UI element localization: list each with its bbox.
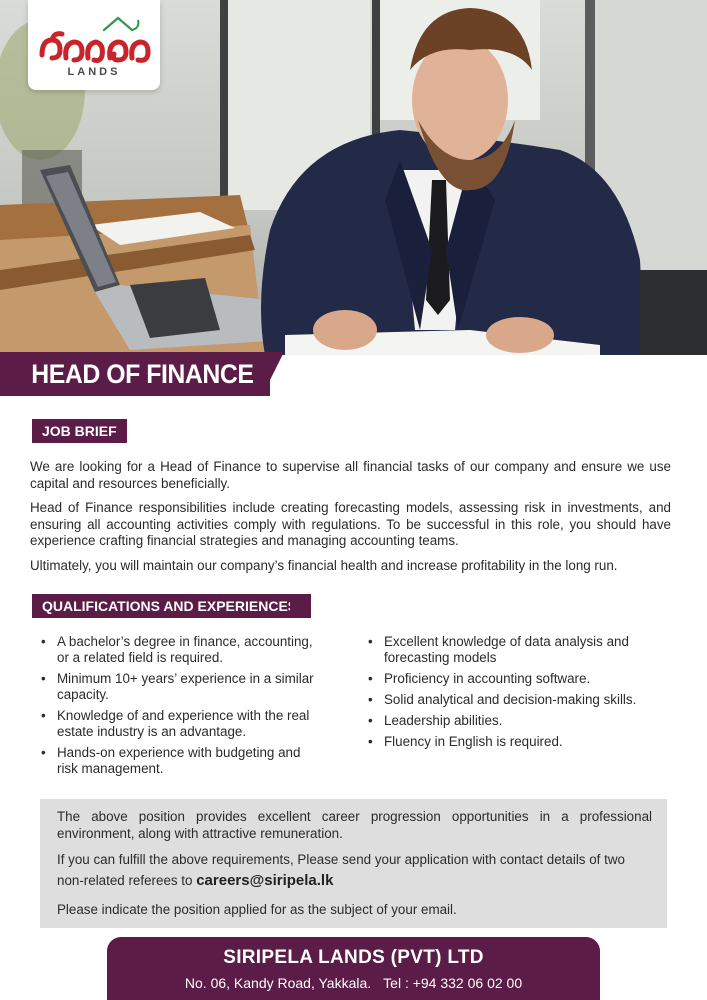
application-instructions [57,852,652,889]
list-item: • Solid analytical and decision-making skills. [364,692,654,708]
job-brief-paragraph-3: Ultimately, you will maintain our company’s financial health and increase profitability in the long run. [30,558,618,573]
list-item: • Fluency in English is required. [364,734,654,750]
qualifications-list-right [364,634,654,755]
company-address: No. 06, Kandy Road, Yakkala. [184,975,372,991]
qualifications-heading: QUALIFICATIONS AND EXPERIENCES [32,594,311,618]
list-item: • Leadership abilities. [364,713,654,729]
company-logo [28,0,160,90]
job-brief-heading: JOB BRIEF [32,419,127,443]
list-item: • Excellent knowledge of data analysis and forecasting models [364,634,654,666]
instruction-referees: non-related referees to [57,872,193,888]
instruction-line-1: If you can fulfill the above requirements, Please send your application with contact details of two [57,852,625,867]
qualifications-heading-arrow [290,594,304,618]
subject-note: Please indicate the position applied for as the subject of your email. [57,902,457,917]
instruction-line-2 [57,873,652,890]
list-item: • A bachelor’s degree in finance, accounting, or a related field is required. [37,634,322,666]
company-contact [107,975,600,991]
list-item: • Minimum 10+ years’ experience in a similar capacity. [37,671,322,703]
list-item: • Knowledge of and experience with the real estate industry is an advantage. [37,708,322,740]
qualifications-list-left [37,634,322,782]
list-item: • Hands-on experience with budgeting and risk management. [37,745,322,777]
logo-subtitle: LANDS [67,66,121,78]
list-item: • Proficiency in accounting software. [364,671,654,687]
job-title: HEAD OF FINANCE [31,359,254,389]
company-name: SIRIPELA LANDS (PVT) LTD [223,947,484,968]
company-phone: Tel : +94 332 06 02 00 [383,975,523,991]
job-brief-paragraph-2: Head of Finance responsibilities include creating forecasting models, assessing risk in investments, and ensuring all accounting activities comply with regulations. To be successful in this role, you should have experience crafting financial strategies and managing accounting teams. [30,500,671,548]
job-brief-paragraph-1: We are looking for a Head of Finance to supervise all financial tasks of our company and ensure we use capital and resources beneficially. [30,459,671,491]
email-link[interactable]: careers@siripela.lk [196,871,334,889]
career-intro: The above position provides excellent career progression opportunities in a professional environment, along with attractive remuneration. [57,809,652,841]
